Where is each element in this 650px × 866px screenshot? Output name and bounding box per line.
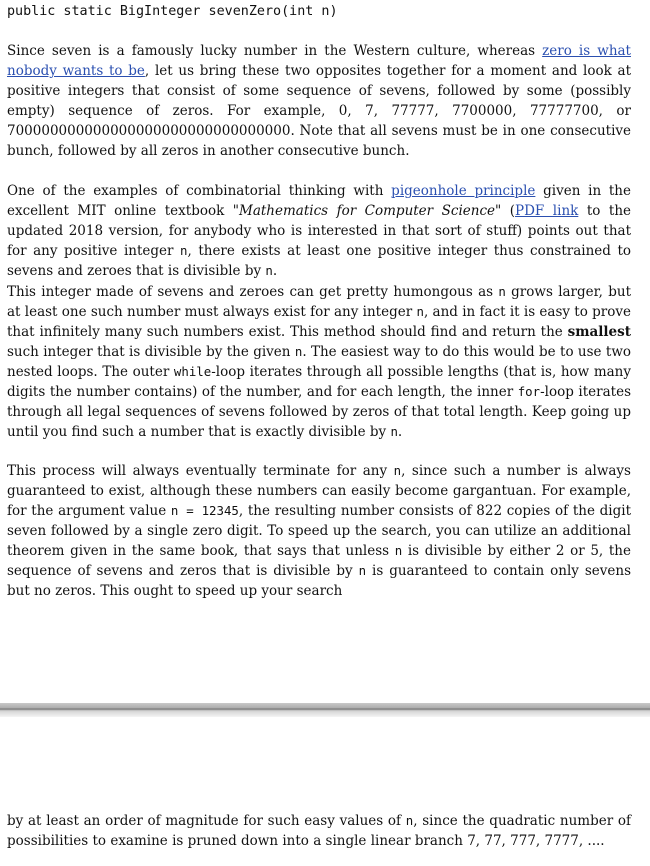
text: such integer that is divisible by the given <box>7 344 295 360</box>
pdf-link[interactable]: PDF link <box>515 203 579 219</box>
paragraph-termination <box>7 461 631 601</box>
code-example: n = 12345 <box>170 503 239 518</box>
text: Since seven is a famously lucky number in the Western culture, whereas <box>7 43 543 59</box>
var-n: n <box>390 424 398 439</box>
var-n: n <box>394 543 403 558</box>
text: by at least an order of magnitude for such easy values of <box>7 813 406 829</box>
text: -loop iterates through all legal sequences of sevens followed by zeros of that total length. Keep going up until you find such a number that is exactly divisible by <box>7 384 631 440</box>
text: grows larger, but at least one such number must always exist for any integer <box>7 284 631 320</box>
page-break <box>0 703 650 717</box>
text: . <box>272 263 278 279</box>
var-n: n <box>358 563 367 578</box>
text: , there exists at least one positive integer thus constrained to sevens and zeroes that is divisible by <box>7 243 632 279</box>
method-signature: public static BigInteger sevenZero(int n) <box>7 4 338 19</box>
text: given in the excellent MIT online textbook " <box>7 183 631 219</box>
book-title: Mathematics for Computer Science <box>239 203 496 219</box>
emphasis-smallest: smallest <box>567 324 631 340</box>
text: , since the quadratic number of possibilities to examine is pruned down into a single linear branch 7, 77, 777, 7777, .... <box>7 813 631 849</box>
code-for: for <box>517 384 541 399</box>
var-n: n <box>393 463 402 478</box>
var-n: n <box>294 344 303 359</box>
text: This process will always eventually terminate for any <box>7 463 394 479</box>
var-n: n <box>180 243 188 258</box>
text: , since such a number is always guaranteed to exist, although these numbers can easily become gargantuan. For example, for the argument value <box>7 463 631 519</box>
text: , and in fact it is easy to prove that infinitely many such numbers exist. This method should find and return the <box>7 304 631 340</box>
paragraph-continuation <box>7 811 631 851</box>
text: . <box>397 424 403 440</box>
code-while: while <box>173 364 212 379</box>
paragraph-intro <box>7 41 631 161</box>
text: " ( <box>495 203 516 219</box>
text: , the resulting number consists of 822 copies of the digit seven followed by a single zero digit. To speed up the search, you can utilize an additional theorem given in the same book, that says that unless <box>7 503 631 559</box>
text: is guaranteed to contain only sevens but no zeros. This ought to speed up your search <box>7 563 631 599</box>
text: . The easiest way to do this would be to use two nested loops. The outer <box>7 344 632 380</box>
zero-link[interactable]: zero is what nobody wants to be <box>7 43 631 79</box>
text: , let us bring these two opposites together for a moment and look at positive integers that consist of some sequence of sevens, followed by some (possibly empty) sequence of zeros. For example, 0, 7, 77777, 7700000, 77777700, or 700000000000000000000000000000000. Note that all sevens must be in one consecutive bunch, followed by all zeros in another consecutive bunch. <box>7 63 631 159</box>
pigeonhole-link[interactable]: pigeonhole principle <box>391 183 536 199</box>
var-n: n <box>498 284 506 299</box>
paragraph-method <box>7 282 631 442</box>
var-n: n <box>416 304 424 319</box>
text: This integer made of sevens and zeroes can get pretty humongous as <box>7 284 499 300</box>
text: to the updated 2018 version, for anybody who is interested in that sort of stuff) points out that for any positive integer <box>7 203 632 259</box>
paragraph-pigeonhole <box>7 181 631 281</box>
text: is divisible by either 2 or 5, the sequence of sevens and zeros that is divisible by <box>7 543 631 579</box>
text: -loop iterates through all possible lengths (that is, how many digits the number contains) of the number, and for each length, the inner <box>7 364 631 400</box>
text: One of the examples of combinatorial thinking with <box>7 183 392 199</box>
var-n: n <box>265 263 273 278</box>
var-n: n <box>405 813 414 828</box>
